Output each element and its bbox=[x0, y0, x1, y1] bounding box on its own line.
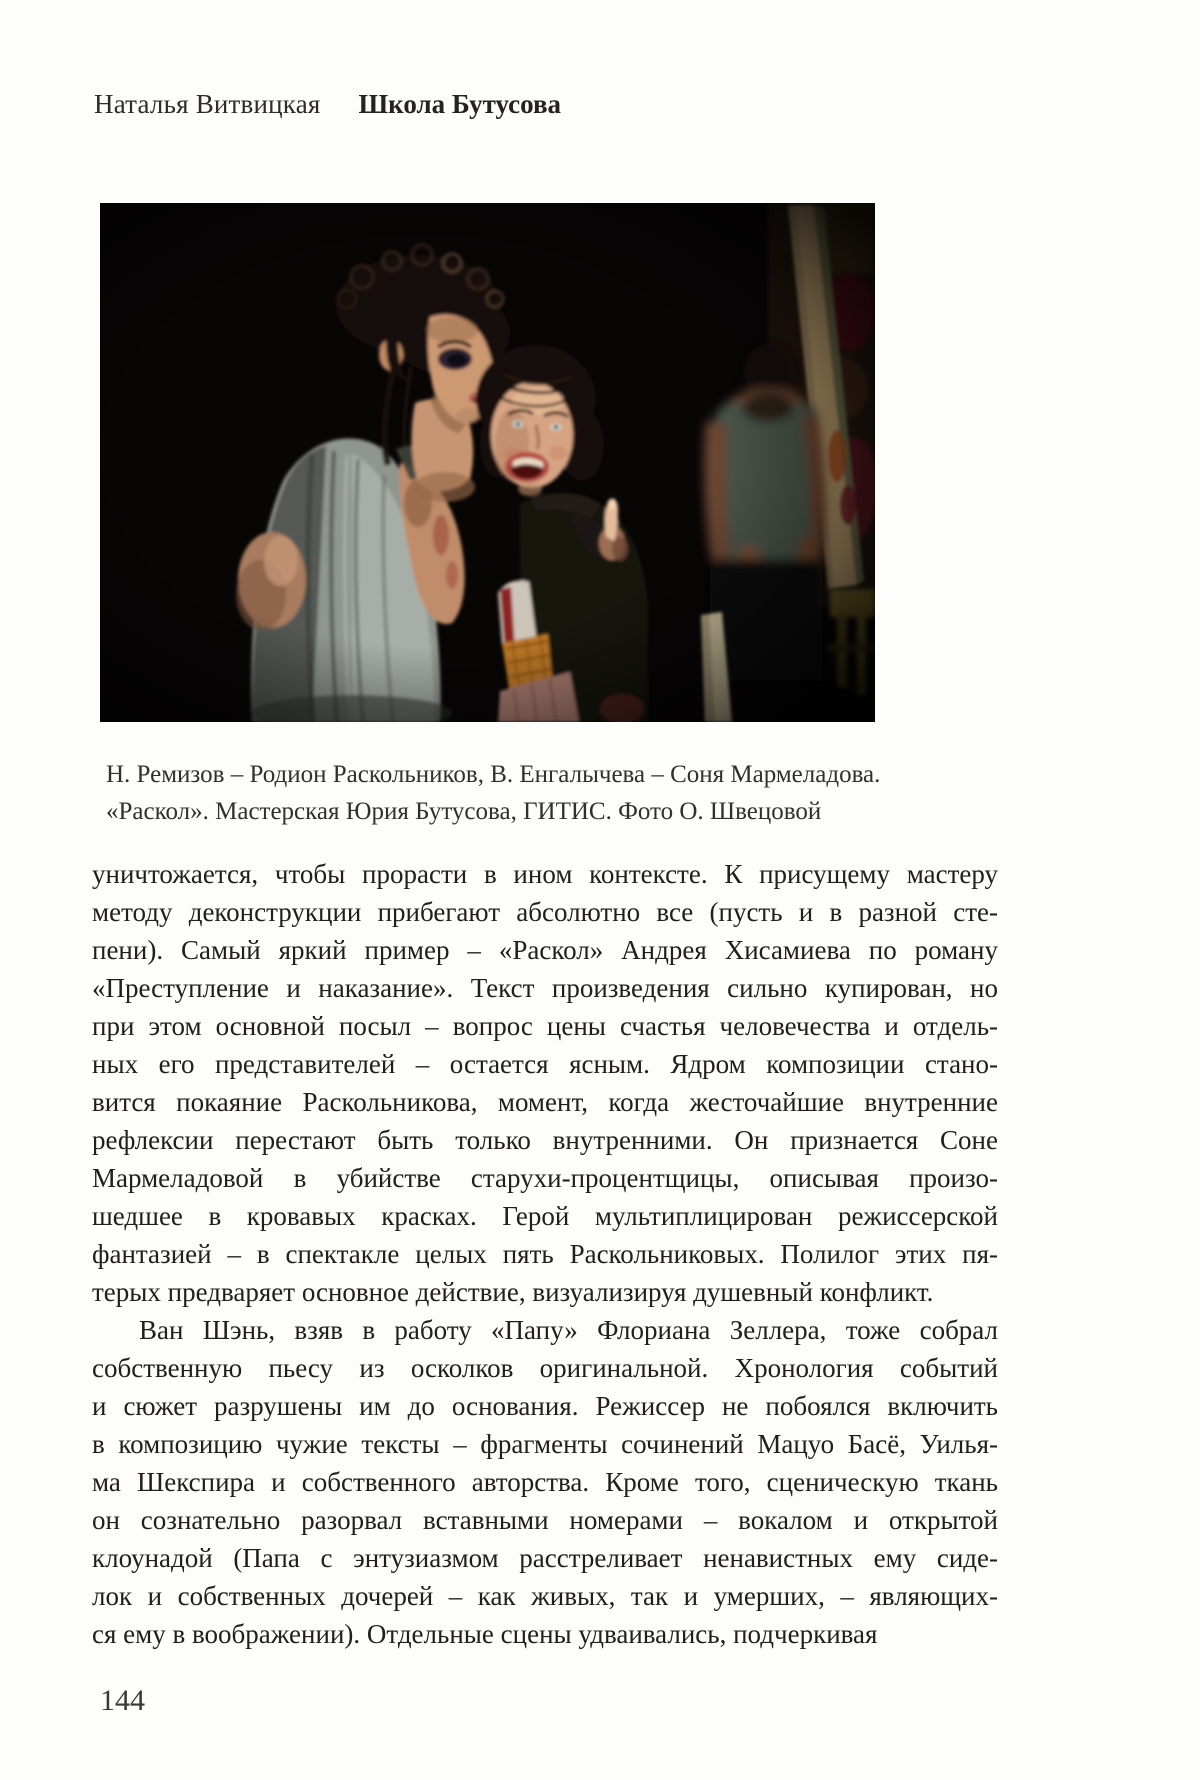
body-text-line: при этом основной посыл – вопрос цены счастья человечества и отдель- bbox=[92, 1011, 998, 1041]
body-text-line: рефлексии перестают быть только внутренними. Он признается Соне bbox=[92, 1125, 998, 1155]
running-head bbox=[94, 88, 561, 120]
body-text-line: пени). Самый яркий пример – «Раскол» Андрея Хисамиева по роману bbox=[92, 935, 998, 965]
body-text-line: ма Шекспира и собственного авторства. Кроме того, сценическую ткань bbox=[92, 1467, 998, 1497]
body-text-line: терых предваряет основное действие, визуализируя душевный конфликт. bbox=[92, 1277, 934, 1307]
body-text-line: фантазией – в спектакле целых пять Раскольниковых. Полилог этих пя- bbox=[92, 1239, 998, 1269]
body-text-line: методу деконструкции прибегают абсолютно все (пусть и в разной сте- bbox=[92, 897, 998, 927]
body-text bbox=[92, 855, 998, 1653]
body-text-line: клоунадой (Папа с энтузиазмом расстреливает ненавистных ему сиде- bbox=[92, 1543, 998, 1573]
body-text-line: собственную пьесу из осколков оригинальной. Хронология событий bbox=[92, 1353, 998, 1383]
caption-line: «Раскол». Мастерская Юрия Бутусова, ГИТИС. Фото О. Швецовой bbox=[106, 798, 822, 825]
stage-photo bbox=[100, 203, 875, 722]
body-text-line: ных его представителей – остается ясным. Ядром композиции стано- bbox=[92, 1049, 998, 1079]
body-text-line: он сознательно разорвал вставными номерами – вокалом и открытой bbox=[92, 1505, 998, 1535]
author-name: Наталья Витвицкая bbox=[94, 89, 321, 119]
photo-caption bbox=[106, 756, 886, 830]
body-text-line: уничтожается, чтобы прорасти в ином контексте. К присущему мастеру bbox=[92, 859, 998, 889]
body-text-line: в композицию чужие тексты – фрагменты сочинений Мацуо Басё, Уилья- bbox=[92, 1429, 998, 1459]
body-text-line: шедшее в кровавых красках. Герой мультиплицирован режиссерской bbox=[92, 1201, 998, 1231]
page-number: 144 bbox=[100, 1684, 145, 1717]
caption-line: Н. Ремизов – Родион Раскольников, В. Енгалычева – Соня Мармеладова. bbox=[106, 761, 881, 788]
body-text-line: и сюжет разрушены им до основания. Режиссер не побоялся включить bbox=[92, 1391, 998, 1421]
photo-vignette bbox=[100, 203, 875, 722]
body-text-line: «Преступление и наказание». Текст произведения сильно купирован, но bbox=[92, 973, 998, 1003]
body-text-line: лок и собственных дочерей – как живых, так и умерших, – являющих- bbox=[92, 1581, 998, 1611]
body-text-line: вится покаяние Раскольникова, момент, когда жесточайшие внутренние bbox=[92, 1087, 998, 1117]
book-title: Школа Бутусова bbox=[358, 89, 562, 119]
body-text-line: ся ему в воображении). Отдельные сцены удваивались, подчеркивая bbox=[92, 1619, 878, 1649]
body-text-line: Ван Шэнь, взяв в работу «Папу» Флориана Зеллера, тоже собрал bbox=[139, 1315, 998, 1345]
body-text-line: Мармеладовой в убийстве старухи-процентщицы, описывая произо- bbox=[92, 1163, 998, 1193]
